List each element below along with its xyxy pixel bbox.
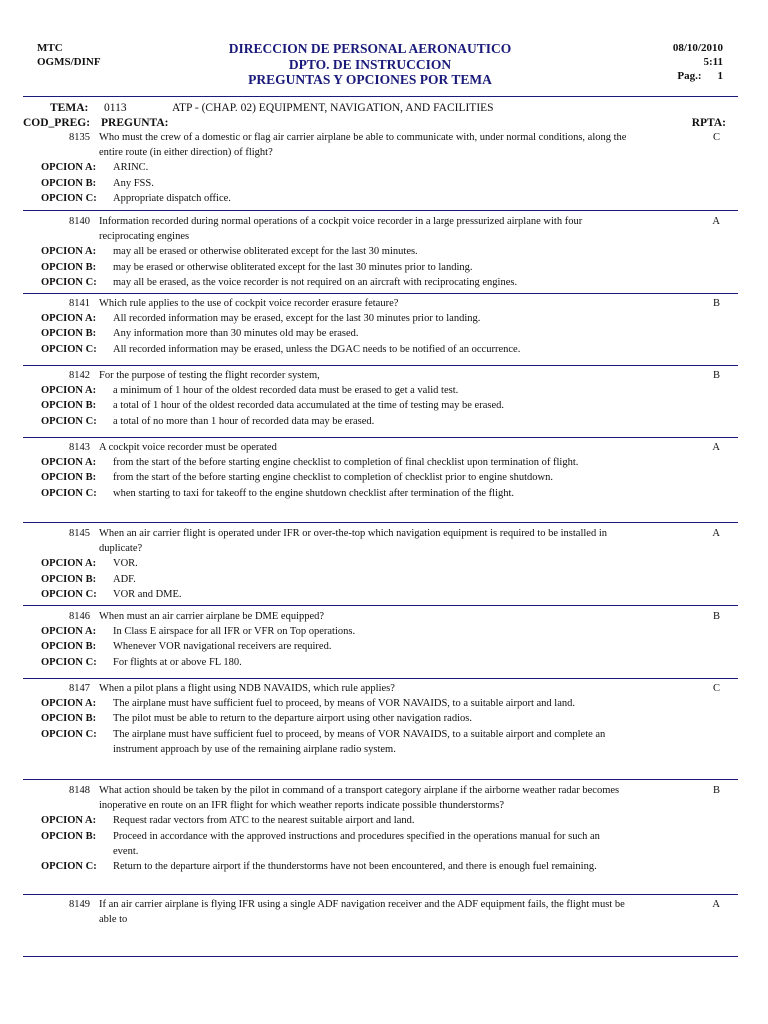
option-text: Appropriate dispatch office. [113, 192, 231, 204]
option-label: OPCION B: [41, 400, 97, 412]
option-row [23, 176, 738, 191]
option-text: a total of 1 hour of the oldest recorded data accumulated at the time of testing may be erased. [113, 400, 504, 412]
header-org-line: MTC [37, 42, 63, 54]
question-divider [23, 894, 738, 895]
question-text: A cockpit voice recorder must be operated [99, 442, 277, 453]
option-text: Proceed in accordance with the approved instructions and procedures specified in the operations manual for such an event. [113, 830, 600, 857]
option-row [23, 326, 738, 341]
col-cod-preg: COD_PREG: [23, 117, 91, 129]
question-number: 8149 [69, 899, 90, 910]
title-line-1: DIRECCION DE PERSONAL AERONAUTICO [228, 41, 512, 56]
option-row [23, 556, 738, 571]
title-line-2: DPTO. DE INSTRUCCION [288, 56, 452, 72]
header-meta [673, 41, 723, 83]
option-row [23, 696, 738, 711]
question-text: If an air carrier airplane is flying IFR using a single ADF navigation receiver and the ADF equipment fails, the flight must be able to [99, 899, 625, 926]
question-number: 8140 [69, 216, 90, 227]
question-number: 8143 [69, 442, 90, 453]
option-text: Any FSS. [113, 177, 154, 189]
option-text: ARINC. [113, 162, 149, 174]
option-label: OPCION C: [41, 276, 97, 288]
page-title [160, 41, 580, 88]
option-row [23, 655, 738, 670]
question-block [23, 296, 738, 357]
question-block [23, 440, 738, 501]
option-label: OPCION B: [41, 641, 97, 653]
question-block [23, 897, 738, 927]
answer-letter: A [712, 528, 720, 539]
question-number: 8142 [69, 370, 90, 381]
question-divider [23, 365, 738, 366]
question-row [23, 440, 738, 455]
col-rpta: RPTA: [691, 117, 726, 129]
option-text: All recorded information may be erased, except for the last 30 minutes prior to landing. [113, 313, 481, 325]
question-row [23, 130, 738, 160]
option-row [23, 639, 738, 654]
option-row [23, 383, 738, 398]
option-label: OPCION B: [41, 713, 97, 725]
option-label: OPCION C: [41, 656, 97, 668]
option-label: OPCION A: [41, 385, 97, 397]
question-divider [23, 605, 738, 606]
question-block [23, 783, 738, 874]
question-text: When must an air carrier airplane be DME equipped? [99, 611, 325, 622]
question-text: Which rule applies to the use of cockpit voice recorder erasure fetaure? [99, 298, 399, 309]
answer-letter: B [712, 370, 720, 381]
question-row [23, 526, 738, 556]
question-number: 8147 [69, 683, 90, 694]
header-date: 08/10/2010 [672, 42, 723, 54]
option-row [23, 859, 738, 874]
option-row [23, 342, 738, 357]
option-text: may be erased or otherwise obliterated except for the last 30 minutes prior to landing. [113, 261, 473, 273]
option-label: OPCION C: [41, 192, 97, 204]
option-row [23, 455, 738, 470]
option-label: OPCION B: [41, 472, 97, 484]
option-text: The pilot must be able to return to the departure airport using other navigation radios. [113, 713, 472, 725]
question-number: 8135 [69, 132, 90, 143]
answer-letter: B [712, 298, 720, 309]
question-number: 8148 [69, 785, 90, 796]
option-row [23, 244, 738, 259]
question-block [23, 609, 738, 670]
option-row [23, 260, 738, 275]
question-text: Who must the crew of a domestic or flag air carrier airplane be able to communicate with, under normal conditions, along the entire route (in either direction) of flight? [99, 132, 627, 159]
option-text: ADF. [113, 573, 136, 585]
option-text: Any information more than 30 minutes old may be erased. [113, 328, 359, 340]
answer-letter: C [712, 132, 720, 143]
option-text: VOR and DME. [113, 588, 182, 600]
header-divider [23, 96, 738, 97]
option-text: Return to the departure airport if the thunderstorms have not been encountered, and there is enough fuel remaining. [113, 861, 597, 873]
question-divider [23, 779, 738, 780]
option-text: may all be erased or otherwise obliterated except for the last 30 minutes. [113, 246, 418, 258]
question-divider [23, 293, 738, 294]
answer-letter: A [712, 216, 720, 227]
question-row [23, 783, 738, 813]
answer-letter: A [712, 899, 720, 910]
footer-divider [23, 956, 738, 957]
header-dept-line: OGMS/DINF [37, 56, 101, 68]
option-label: OPCION A: [41, 313, 97, 325]
topic-line [50, 101, 494, 115]
question-block [23, 130, 738, 206]
question-text: When a pilot plans a flight using NDB NAVAIDS, which rule applies? [99, 683, 395, 694]
question-number: 8146 [69, 611, 90, 622]
question-row [23, 681, 738, 696]
option-label: OPCION C: [41, 487, 97, 499]
option-row [23, 191, 738, 206]
title-line-3: PREGUNTAS Y OPCIONES POR TEMA [248, 72, 492, 87]
option-row [23, 624, 738, 639]
option-label: OPCION B: [41, 328, 97, 340]
topic-title: ATP - (CHAP. 02) EQUIPMENT, NAVIGATION, AND FACILITIES [172, 102, 494, 114]
option-row [23, 398, 738, 413]
answer-letter: B [712, 785, 720, 796]
option-label: OPCION B: [41, 573, 97, 585]
option-text: when starting to taxi for takeoff to the engine shutdown checklist after termination of the flight. [113, 487, 515, 499]
option-text: may all be erased, as the voice recorder is not required on an aircraft with reciprocating engines. [113, 276, 518, 288]
option-label: OPCION A: [41, 626, 97, 638]
option-text: a total of no more than 1 hour of recorded data may be erased. [113, 415, 375, 427]
topic-code: 0113 [104, 102, 127, 114]
topic-label: TEMA: [50, 102, 89, 114]
option-row [23, 587, 738, 602]
question-number: 8141 [69, 298, 90, 309]
option-row [23, 813, 738, 828]
option-row [23, 711, 738, 726]
option-label: OPCION B: [41, 261, 97, 273]
option-text: from the start of the before starting engine checklist to completion of checklist prior to engine shutdown. [113, 472, 554, 484]
question-block [23, 368, 738, 429]
option-text: In Class E airspace for all IFR or VFR on Top operations. [113, 626, 356, 638]
option-row [23, 727, 738, 757]
question-row [23, 214, 738, 244]
header-time: 5:11 [703, 56, 723, 68]
question-row [23, 368, 738, 383]
option-row [23, 160, 738, 175]
question-divider [23, 210, 738, 211]
option-text: Request radar vectors from ATC to the nearest suitable airport and land. [113, 815, 415, 827]
option-label: OPCION C: [41, 415, 97, 427]
answer-letter: A [712, 442, 720, 453]
question-divider [23, 522, 738, 523]
question-text: What action should be taken by the pilot in command of a transport category airplane if the airborne weather radar becomes inoperative en route on an IFR flight for which weather reports indicate possible thunderstorms? [99, 785, 620, 812]
question-divider [23, 437, 738, 438]
question-text: For the purpose of testing the flight recorder system, [99, 370, 320, 381]
option-text: VOR. [113, 558, 138, 570]
question-row [23, 897, 738, 927]
option-text: Whenever VOR navigational receivers are required. [113, 641, 332, 653]
option-label: OPCION A: [41, 558, 97, 570]
page-label: Pag.: [677, 70, 702, 82]
option-label: OPCION A: [41, 246, 97, 258]
option-label: OPCION C: [41, 588, 97, 600]
page-number: 1 [717, 70, 723, 82]
header-org [37, 41, 101, 69]
option-label: OPCION A: [41, 457, 97, 469]
answer-letter: B [712, 611, 720, 622]
option-text: The airplane must have sufficient fuel to proceed, by means of VOR NAVAIDS, to a suitable airport and land. [113, 698, 575, 710]
question-block [23, 526, 738, 602]
col-pregunta: PREGUNTA: [101, 117, 169, 129]
option-label: OPCION C: [41, 861, 97, 873]
question-number: 8145 [69, 528, 90, 539]
question-text: When an air carrier flight is operated under IFR or over-the-top which navigation equipment is required to be installed in duplicate? [99, 528, 608, 555]
option-label: OPCION A: [41, 162, 97, 174]
question-row [23, 296, 738, 311]
option-label: OPCION A: [41, 698, 97, 710]
answer-letter: C [712, 683, 720, 694]
question-row [23, 609, 738, 624]
option-row [23, 470, 738, 485]
option-label: OPCION B: [41, 830, 97, 842]
option-row [23, 572, 738, 587]
option-label: OPCION B: [41, 177, 97, 189]
option-row [23, 275, 738, 290]
question-divider [23, 678, 738, 679]
option-text: a minimum of 1 hour of the oldest recorded data must be erased to get a valid test. [113, 385, 459, 397]
option-text: The airplane must have sufficient fuel to proceed, by means of VOR NAVAIDS, to a suitable airport and complete an instrument approach by use of the remaining airplane radio system. [113, 728, 606, 755]
option-label: OPCION C: [41, 343, 97, 355]
option-row [23, 829, 738, 859]
option-row [23, 486, 738, 501]
option-label: OPCION C: [41, 728, 97, 740]
question-text: Information recorded during normal operations of a cockpit voice recorder in a large pressurized airplane with four reciprocating engines [99, 216, 583, 243]
question-block [23, 214, 738, 290]
header-page [673, 69, 723, 83]
option-text: All recorded information may be erased, unless the DGAC needs to be notified of an occurrence. [113, 343, 521, 355]
option-label: OPCION A: [41, 815, 97, 827]
option-row [23, 311, 738, 326]
question-block [23, 681, 738, 757]
option-row [23, 414, 738, 429]
option-text: from the start of the before starting engine checklist to completion of final checklist upon termination of flight. [113, 457, 579, 469]
option-text: For flights at or above FL 180. [113, 656, 242, 668]
